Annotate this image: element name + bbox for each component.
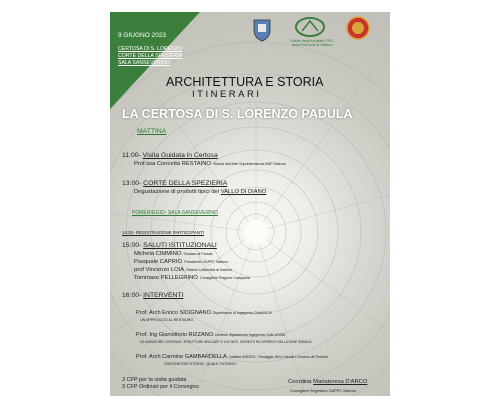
greetings-label: SALUTI ISTITUZIONALI bbox=[143, 242, 217, 249]
talk-speaker: Prof. Ing Gianvittorio RIZZANO- Direttore dipartimento Ingegneria Civile UNISA bbox=[136, 332, 286, 338]
event-date: 9 GIUGNO 2023 bbox=[118, 32, 167, 39]
event-poster bbox=[110, 12, 390, 396]
university-seal-icon bbox=[346, 16, 370, 40]
coordinator-role: Consigliere Segretario OAPPC Salerno bbox=[290, 389, 357, 393]
architects-order-logo-icon bbox=[294, 16, 326, 38]
visit-guide: Prof.ssa Concetta RESTAINO- Storica dell'Arte Soprintendenza BAP Salerno bbox=[134, 161, 286, 167]
venue-line-3: SALA SANSEVERINO bbox=[118, 60, 170, 66]
talk-topic: CONTENITORI STORICI- QUALE FUTURO? bbox=[164, 362, 237, 366]
greeting-item: Michela CIMMINO- Sindaco di Padula bbox=[134, 251, 213, 257]
venue-line-2: CORTE DELLA SPEZIERIA bbox=[118, 53, 183, 59]
venue-line-1: CERTOSA DI S. LORENZO bbox=[118, 46, 183, 52]
afternoon-heading: POMERIGGIO- SALA SANSEVERINO bbox=[132, 210, 218, 216]
municipal-crest-icon bbox=[252, 18, 272, 42]
cfp-line-2: 3 CFP Ordinari per il Convegno bbox=[122, 384, 199, 390]
series-subtitle: ITINERARI bbox=[192, 89, 262, 100]
registration-slot: 14:30- REGISTRAZIONE PARTECIPANTI bbox=[122, 230, 204, 235]
talk-speaker: Prof. Arch Enrico SICIGNANO- Dipartimento di Ingegneria Civile/DICIV bbox=[136, 310, 272, 316]
org-province: della Provincia di Salerno bbox=[292, 43, 333, 47]
morning-heading: MATTINA bbox=[137, 128, 167, 135]
org-name: Ordine degli Architetti P.P.C. bbox=[290, 39, 335, 43]
event-title: LA CERTOSA DI S. LORENZO PADULA bbox=[122, 107, 353, 121]
greeting-item: prof Vincenzo LOIA- Rettore Università di Salerno bbox=[134, 267, 233, 273]
greeting-item: Pasquale CAPRIO- Presidente OAPPC Salerno bbox=[134, 259, 229, 265]
visit-slot: 11:00- Visita Guidata in Certosa bbox=[122, 152, 218, 159]
talks-label: INTERVENTI bbox=[143, 292, 184, 299]
tasting-slot: 13:00- CORTE DELLA SPEZIERIA bbox=[122, 180, 228, 187]
series-title: ARCHITETTURA E STORIA bbox=[166, 75, 324, 89]
tasting-desc: Degustazione di prodotti tipici del VALLO DI DIANO bbox=[134, 189, 267, 195]
talk-speaker: Prof. Arch Carmine GAMBARDELLA- Cattedra UNESCO - Paesaggio, Beni Culturali e Governo del Territorio bbox=[136, 354, 329, 360]
tasting-label: CORTE DELLA SPEZIERIA bbox=[143, 180, 228, 187]
greetings-slot: 15:00- SALUTI ISTITUZIONALI bbox=[122, 242, 217, 249]
talks-slot: 16:00- INTERVENTI bbox=[122, 292, 184, 299]
talk-topic: UN APPROCCIO AL RESTAURO bbox=[140, 318, 194, 322]
visit-label: Visita Guidata in Certosa bbox=[142, 152, 218, 159]
cfp-line-1: 3 CFP per la visita guidata bbox=[122, 377, 187, 383]
greeting-item: Tommaso PELLEGRINO- Consigliere Regione Campania bbox=[134, 275, 250, 281]
coordinator: Coordina Mariateresa D'ARCO bbox=[288, 379, 368, 385]
talk-topic: LE MURATURE CONTINUE- STRUTTURE ARCUATE E VOLTATE- DISSESTI RICORRENTI NELLA FASE SISMICA bbox=[140, 340, 312, 344]
